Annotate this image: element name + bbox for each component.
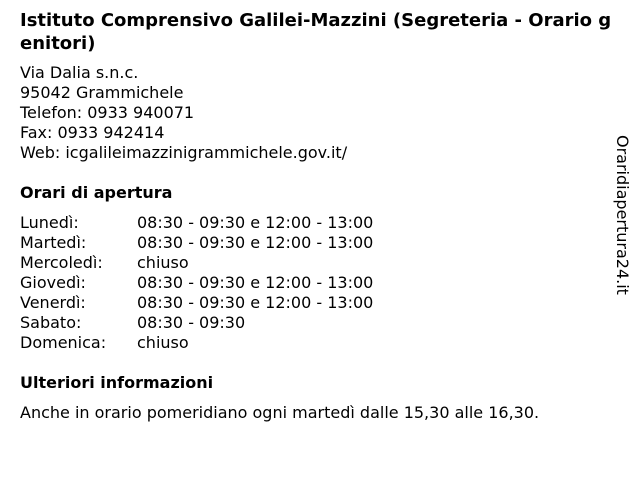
day-label: Sabato: <box>20 313 82 332</box>
hours-row-thursday <box>20 273 373 293</box>
time-value: 08:30 - 09:30 <box>137 313 246 332</box>
day-label: Mercoledì: <box>20 253 103 272</box>
time-value: chiuso <box>137 253 189 272</box>
hours-row-monday <box>20 213 373 233</box>
time-value: 08:30 - 09:30 e 12:00 - 13:00 <box>137 233 374 252</box>
opening-hours-table <box>20 213 373 353</box>
page-title: Istituto Comprensivo Galilei-Mazzini (Segreteria - Orario genitori) <box>20 10 612 54</box>
address-street: Via Dalia s.n.c. <box>20 63 139 82</box>
address-city: 95042 Grammichele <box>20 83 184 102</box>
day-label: Giovedì: <box>20 273 86 292</box>
hours-row-wednesday <box>20 253 373 273</box>
more-info-heading: Ulteriori informazioni <box>20 373 214 392</box>
more-info-text: Anche in orario pomeridiano ogni martedì dalle 15,30 alle 16,30. <box>20 403 540 422</box>
time-value: chiuso <box>137 333 189 352</box>
time-value: 08:30 - 09:30 e 12:00 - 13:00 <box>137 293 374 312</box>
address-phone: Telefon: 0933 940071 <box>20 103 195 122</box>
address-fax: Fax: 0933 942414 <box>20 123 165 142</box>
hours-row-saturday <box>20 313 373 333</box>
hours-row-sunday <box>20 333 373 353</box>
opening-hours-heading: Orari di apertura <box>20 183 173 202</box>
day-label: Domenica: <box>20 333 107 352</box>
day-label: Martedì: <box>20 233 87 252</box>
day-label: Venerdì: <box>20 293 86 312</box>
hours-row-friday <box>20 293 373 313</box>
site-watermark: Oraridiapertura24.it <box>613 135 632 295</box>
address-block <box>20 63 347 163</box>
address-web: Web: icgalileimazzinigrammichele.gov.it/ <box>20 143 348 162</box>
time-value: 08:30 - 09:30 e 12:00 - 13:00 <box>137 273 374 292</box>
hours-row-tuesday <box>20 233 373 253</box>
time-value: 08:30 - 09:30 e 12:00 - 13:00 <box>137 213 374 232</box>
day-label: Lunedì: <box>20 213 79 232</box>
